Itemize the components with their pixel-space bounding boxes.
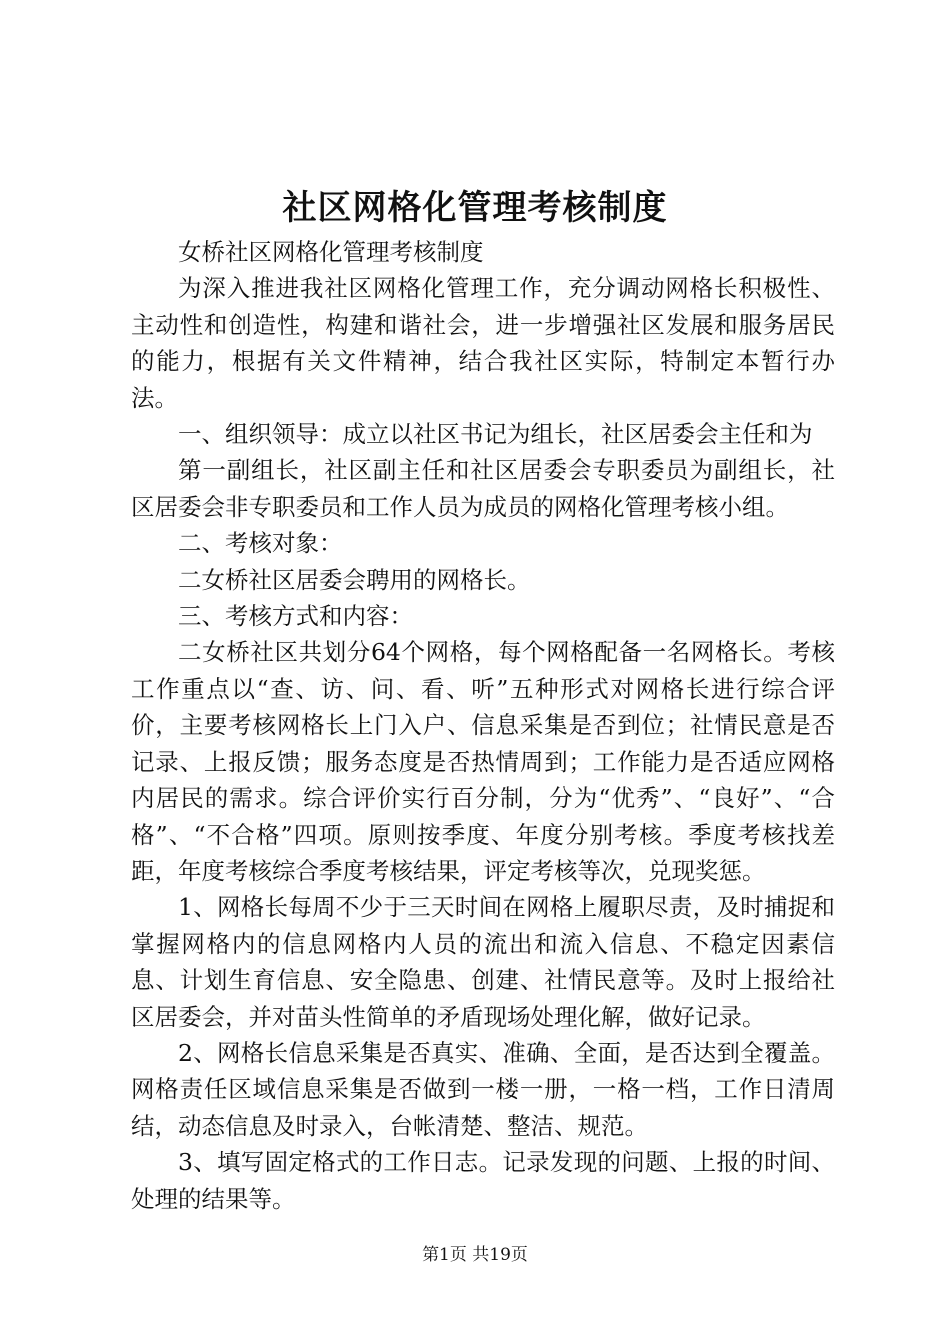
document-body [131, 234, 835, 1217]
paragraph-section-1: 一、组织领导：成立以社区书记为组长，社区居委会主任和为 [178, 420, 813, 449]
paragraph-item-3: 3、填写固定格式的工作日志。记录发现的问题、上报的时间、处理的结果等。 [131, 1148, 835, 1213]
paragraph-item-1: 1、网格长每周不少于三天时间在网格上履职尽责，及时捕捉和掌握网格内的信息网格内人员的流出和流入信息、不稳定因素信息、计划生育信息、安全隐患、创建、社情民意等。及时上报给社区居委会，并对苗头性简单的矛盾现场处理化解，做好记录。 [131, 893, 835, 1031]
document-title: 社区网格化管理考核制度 [282, 188, 668, 228]
paragraph-section-3-content: 二女桥社区共划分64个网格，每个网格配备一名网格长。考核工作重点以“查、访、问、看、听”五种形式对网格长进行综合评价，主要考核网格长上门入户、信息采集是否到位；社情民意是否记录、上报反馈；服务态度是否热情周到；工作能力是否适应网格内居民的需求。综合评价实行百分制，分为“优秀”、“良好”、“合格”、“不合格”四项。原则按季度、年度分别考核。季度考核找差距，年度考核综合季度考核结果，评定考核等次，兑现奖惩。 [131, 638, 835, 885]
paragraph-subtitle: 女桥社区网格化管理考核制度 [178, 238, 484, 266]
page-number-footer: 第1页 共19页 [422, 1245, 528, 1265]
paragraph-section-1-continued: 第一副组长，社区副主任和社区居委会专职委员为副组长，社区居委会非专职委员和工作人员为成员的网格化管理考核小组。 [131, 456, 835, 521]
paragraph-section-3: 三、考核方式和内容： [178, 602, 413, 631]
paragraph-intro: 为深入推进我社区网格化管理工作，充分调动网格长积极性、主动性和创造性，构建和谐社会，进一步增强社区发展和服务居民的能力，根据有关文件精神，结合我社区实际，特制定本暂行办法。 [131, 274, 835, 412]
paragraph-section-2: 二、考核对象： [178, 529, 343, 558]
paragraph-section-2-content: 二女桥社区居委会聘用的网格长。 [178, 565, 531, 594]
paragraph-item-2: 2、网格长信息采集是否真实、准确、全面，是否达到全覆盖。网格责任区域信息采集是否做到一楼一册，一格一档，工作日清周结，动态信息及时录入，台帐清楚、整洁、规范。 [131, 1038, 835, 1140]
